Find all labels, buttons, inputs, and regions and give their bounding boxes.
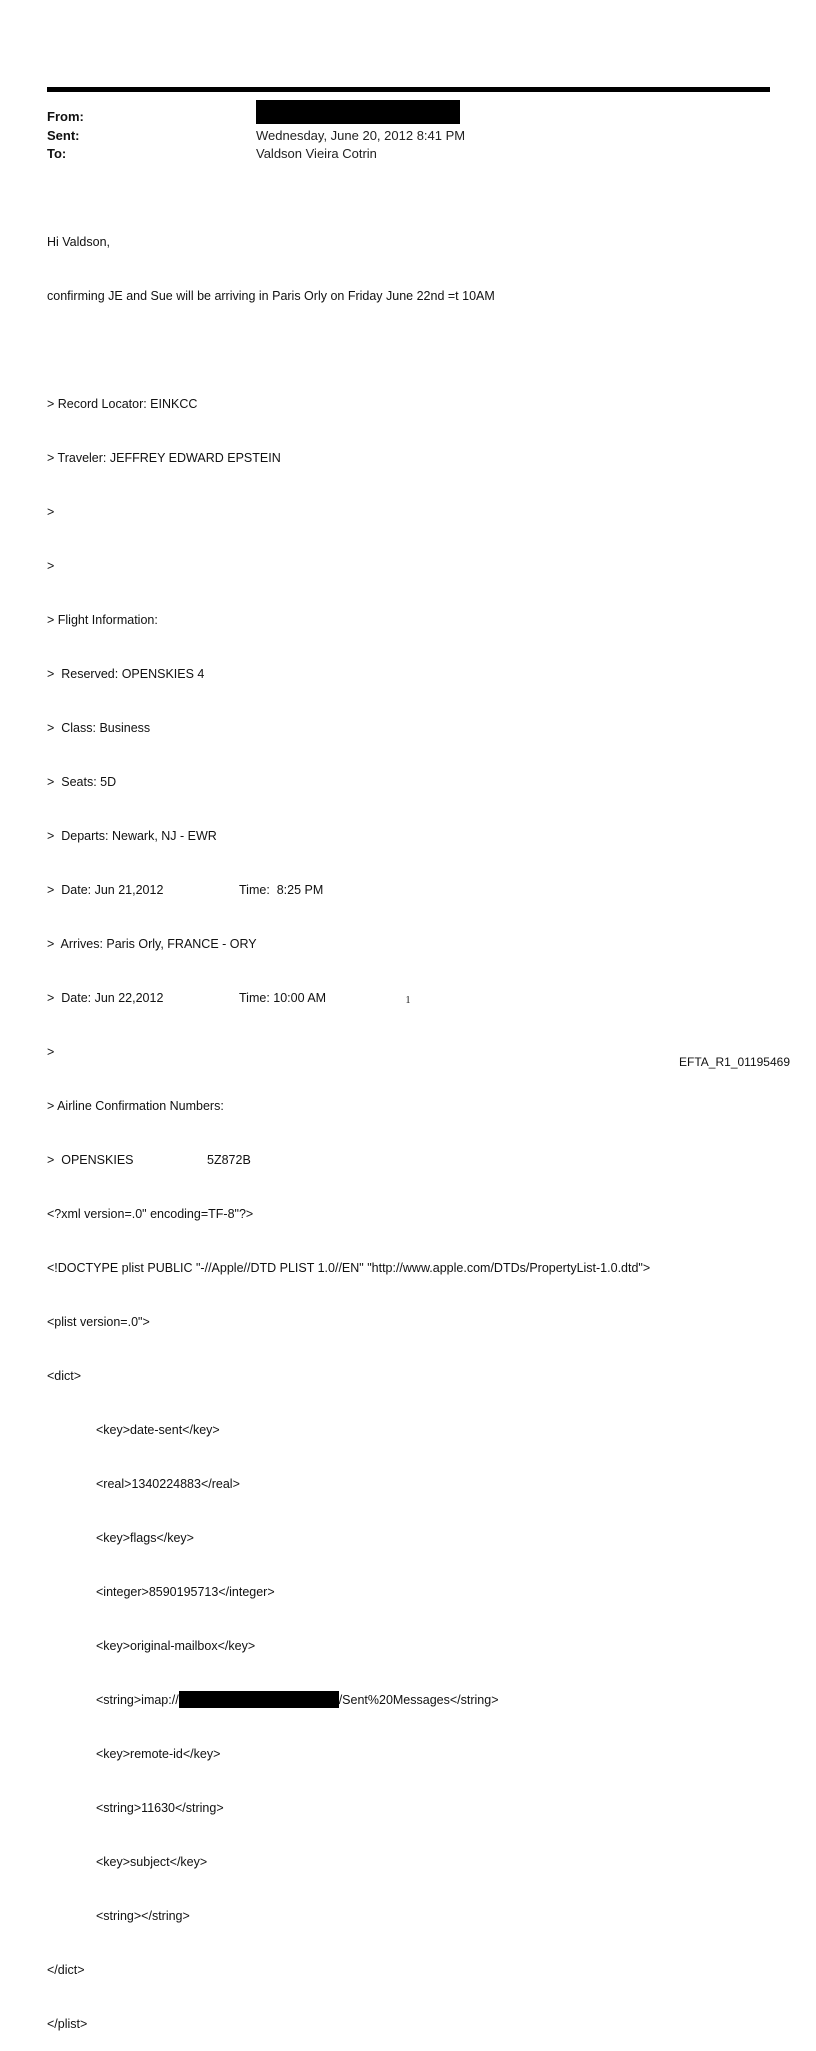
departure-date-line <box>47 881 650 899</box>
sent-value: Wednesday, June 20, 2012 8:41 PM <box>256 128 466 143</box>
key-remote-id: <key>remote-id</key> <box>96 1747 221 1761</box>
flight-info-heading: > Flight Information: <box>47 613 158 627</box>
traveler: > Traveler: JEFFREY EDWARD EPSTEIN <box>47 451 281 465</box>
to-value: Valdson Vieira Cotrin <box>256 146 377 161</box>
plist-open: <plist version=.0"> <box>47 1315 150 1329</box>
airline-conf-line <box>47 1151 650 1169</box>
dict-close: </dict> <box>47 1963 85 1977</box>
key-flags: <key>flags</key> <box>96 1531 194 1545</box>
quote-blank: > <box>47 1045 55 1059</box>
quote-blank: > <box>47 505 55 519</box>
dict-open: <dict> <box>47 1369 82 1383</box>
value-real: <real>1340224883</real> <box>96 1477 240 1491</box>
document-id: EFTA_R1_01195469 <box>679 1055 790 1069</box>
value-remote-id: <string>11630</string> <box>96 1801 224 1815</box>
page-number: 1 <box>405 995 411 1006</box>
to-label: To: <box>47 146 67 161</box>
confirmation-code: 5Z872B <box>207 1153 251 1167</box>
mailbox-prefix: <string>imap:// <box>96 1693 179 1707</box>
mailbox-suffix: /Sent%20Messages</string> <box>338 1693 499 1707</box>
record-locator: > Record Locator: EINKCC <box>47 397 198 411</box>
airline-conf-heading: > Airline Confirmation Numbers: <box>47 1099 224 1113</box>
key-date-sent: <key>date-sent</key> <box>96 1423 220 1437</box>
airline-name: > OPENSKIES <box>47 1153 134 1167</box>
arrival-date: > Date: Jun 22,2012 <box>47 991 164 1005</box>
from-redaction <box>256 100 460 124</box>
from-label: From: <box>47 109 84 124</box>
value-integer: <integer>8590195713</integer> <box>96 1585 275 1599</box>
email-body <box>47 197 650 2051</box>
reserved-line: > Reserved: OPENSKIES 4 <box>47 667 205 681</box>
message-line: confirming JE and Sue will be arriving in Paris Orly on Friday June 22nd =t 10AM <box>47 289 495 303</box>
quote-blank: > <box>47 559 55 573</box>
header-rule <box>47 87 770 92</box>
doctype-line: <!DOCTYPE plist PUBLIC "-//Apple//DTD PLIST 1.0//EN" "http://www.apple.com/DTDs/PropertyList-1.0.dtd"> <box>47 1261 651 1275</box>
departure-date: > Date: Jun 21,2012 <box>47 883 164 897</box>
greeting: Hi Valdson, <box>47 235 110 249</box>
arrival-time: Time: 10:00 AM <box>239 991 327 1005</box>
departs-line: > Departs: Newark, NJ - EWR <box>47 829 217 843</box>
mailbox-redaction <box>179 1691 339 1708</box>
value-subject: <string></string> <box>96 1909 190 1923</box>
spacer <box>47 341 650 359</box>
xml-declaration: <?xml version=.0" encoding=TF-8"?> <box>47 1207 254 1221</box>
departure-time: Time: 8:25 PM <box>239 883 324 897</box>
class-line: > Class: Business <box>47 721 151 735</box>
plist-close: </plist> <box>47 2017 88 2031</box>
arrives-line: > Arrives: Paris Orly, FRANCE - ORY <box>47 937 257 951</box>
seats-line: > Seats: 5D <box>47 775 117 789</box>
key-original-mailbox: <key>original-mailbox</key> <box>96 1639 256 1653</box>
sent-label: Sent: <box>47 128 80 143</box>
key-subject: <key>subject</key> <box>96 1855 208 1869</box>
value-mailbox <box>47 1691 650 1709</box>
